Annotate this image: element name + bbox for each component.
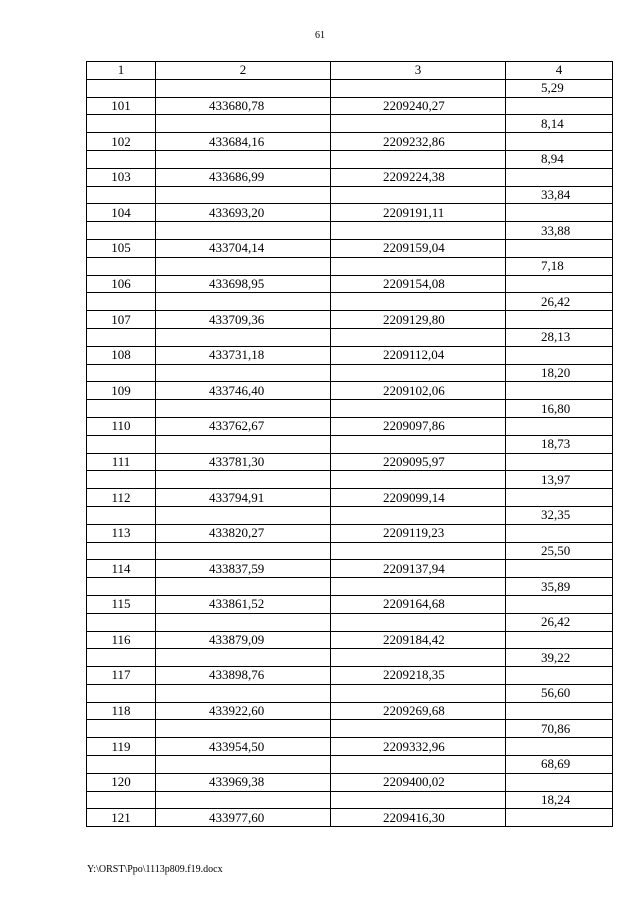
table-row bbox=[87, 311, 613, 329]
table-row bbox=[87, 97, 613, 115]
x-coordinate-cell: 433684,16 bbox=[156, 133, 331, 151]
distance-cell: 33,88 bbox=[506, 222, 613, 240]
y-coordinate-cell: 2209129,80 bbox=[331, 311, 506, 329]
distance-row bbox=[87, 471, 613, 489]
x-coordinate-cell: 433861,52 bbox=[156, 595, 331, 613]
y-coordinate-cell: 2209232,86 bbox=[331, 133, 506, 151]
file-path-footer: Y:\ORST\Ppo\1113p809.f19.docx bbox=[87, 864, 223, 875]
x-coordinate-cell: 433698,95 bbox=[156, 275, 331, 293]
distance-cell: 32,35 bbox=[506, 506, 613, 524]
point-number-cell: 117 bbox=[87, 667, 156, 685]
point-number-cell: 109 bbox=[87, 382, 156, 400]
y-coordinate-cell: 2209112,04 bbox=[331, 346, 506, 364]
table-row bbox=[87, 595, 613, 613]
distance-row bbox=[87, 756, 613, 774]
x-coordinate-cell: 433781,30 bbox=[156, 453, 331, 471]
y-coordinate-cell: 2209416,30 bbox=[331, 809, 506, 827]
y-coordinate-cell: 2209154,08 bbox=[331, 275, 506, 293]
header-col-3: 3 bbox=[331, 62, 506, 80]
y-coordinate-cell: 2209184,42 bbox=[331, 631, 506, 649]
distance-row bbox=[87, 328, 613, 346]
distance-cell: 16,80 bbox=[506, 400, 613, 418]
distance-row bbox=[87, 613, 613, 631]
x-coordinate-cell: 433879,09 bbox=[156, 631, 331, 649]
point-number-cell: 108 bbox=[87, 346, 156, 364]
distance-cell: 13,97 bbox=[506, 471, 613, 489]
point-number-cell: 116 bbox=[87, 631, 156, 649]
table-row bbox=[87, 773, 613, 791]
x-coordinate-cell: 433922,60 bbox=[156, 702, 331, 720]
distance-cell: 18,20 bbox=[506, 364, 613, 382]
distance-cell: 56,60 bbox=[506, 684, 613, 702]
x-coordinate-cell: 433794,91 bbox=[156, 489, 331, 507]
distance-cell: 68,69 bbox=[506, 756, 613, 774]
distance-row bbox=[87, 400, 613, 418]
distance-cell: 18,73 bbox=[506, 435, 613, 453]
distance-row bbox=[87, 257, 613, 275]
point-number-cell: 121 bbox=[87, 809, 156, 827]
y-coordinate-cell: 2209400,02 bbox=[331, 773, 506, 791]
x-coordinate-cell: 433977,60 bbox=[156, 809, 331, 827]
page-number: 61 bbox=[315, 30, 325, 41]
distance-row bbox=[87, 150, 613, 168]
header-col-2: 2 bbox=[156, 62, 331, 80]
point-number-cell: 104 bbox=[87, 204, 156, 222]
distance-cell: 25,50 bbox=[506, 542, 613, 560]
distance-cell: 8,94 bbox=[506, 150, 613, 168]
table-row bbox=[87, 631, 613, 649]
distance-cell: 70,86 bbox=[506, 720, 613, 738]
x-coordinate-cell: 433746,40 bbox=[156, 382, 331, 400]
header-col-1: 1 bbox=[87, 62, 156, 80]
table-row bbox=[87, 168, 613, 186]
y-coordinate-cell: 2209102,06 bbox=[331, 382, 506, 400]
distance-row bbox=[87, 720, 613, 738]
distance-row bbox=[87, 684, 613, 702]
point-number-cell: 102 bbox=[87, 133, 156, 151]
table-body bbox=[87, 79, 613, 826]
table-row bbox=[87, 346, 613, 364]
table-row bbox=[87, 738, 613, 756]
coordinates-table bbox=[86, 61, 613, 827]
table-row bbox=[87, 667, 613, 685]
table-row bbox=[87, 133, 613, 151]
table-row bbox=[87, 560, 613, 578]
x-coordinate-cell: 433709,36 bbox=[156, 311, 331, 329]
header-row bbox=[87, 62, 613, 80]
y-coordinate-cell: 2209269,68 bbox=[331, 702, 506, 720]
y-coordinate-cell: 2209224,38 bbox=[331, 168, 506, 186]
point-number-cell: 115 bbox=[87, 595, 156, 613]
table-row bbox=[87, 417, 613, 435]
distance-row bbox=[87, 578, 613, 596]
point-number-cell: 114 bbox=[87, 560, 156, 578]
distance-cell: 28,13 bbox=[506, 328, 613, 346]
distance-row bbox=[87, 542, 613, 560]
x-coordinate-cell: 433820,27 bbox=[156, 524, 331, 542]
x-coordinate-cell: 433680,78 bbox=[156, 97, 331, 115]
point-number-cell: 118 bbox=[87, 702, 156, 720]
point-number-cell: 101 bbox=[87, 97, 156, 115]
point-number-cell: 119 bbox=[87, 738, 156, 756]
point-number-cell: 105 bbox=[87, 239, 156, 257]
distance-row bbox=[87, 791, 613, 809]
point-number-cell: 106 bbox=[87, 275, 156, 293]
table-row bbox=[87, 204, 613, 222]
y-coordinate-cell: 2209218,35 bbox=[331, 667, 506, 685]
point-number-cell: 112 bbox=[87, 489, 156, 507]
point-number-cell: 113 bbox=[87, 524, 156, 542]
x-coordinate-cell: 433954,50 bbox=[156, 738, 331, 756]
y-coordinate-cell: 2209097,86 bbox=[331, 417, 506, 435]
distance-row bbox=[87, 506, 613, 524]
distance-row bbox=[87, 293, 613, 311]
distance-cell: 33,84 bbox=[506, 186, 613, 204]
x-coordinate-cell: 433837,59 bbox=[156, 560, 331, 578]
distance-cell: 8,14 bbox=[506, 115, 613, 133]
table-row bbox=[87, 809, 613, 827]
table-row bbox=[87, 453, 613, 471]
point-number-cell: 110 bbox=[87, 417, 156, 435]
distance-cell: 7,18 bbox=[506, 257, 613, 275]
distance-cell: 26,42 bbox=[506, 293, 613, 311]
y-coordinate-cell: 2209240,27 bbox=[331, 97, 506, 115]
y-coordinate-cell: 2209164,68 bbox=[331, 595, 506, 613]
point-number-cell: 111 bbox=[87, 453, 156, 471]
distance-cell: 39,22 bbox=[506, 649, 613, 667]
table-row bbox=[87, 524, 613, 542]
x-coordinate-cell: 433686,99 bbox=[156, 168, 331, 186]
y-coordinate-cell: 2209332,96 bbox=[331, 738, 506, 756]
x-coordinate-cell: 433969,38 bbox=[156, 773, 331, 791]
y-coordinate-cell: 2209095,97 bbox=[331, 453, 506, 471]
y-coordinate-cell: 2209099,14 bbox=[331, 489, 506, 507]
distance-row bbox=[87, 186, 613, 204]
x-coordinate-cell: 433731,18 bbox=[156, 346, 331, 364]
distance-row bbox=[87, 222, 613, 240]
y-coordinate-cell: 2209137,94 bbox=[331, 560, 506, 578]
x-coordinate-cell: 433704,14 bbox=[156, 239, 331, 257]
table-row bbox=[87, 702, 613, 720]
table-row bbox=[87, 382, 613, 400]
y-coordinate-cell: 2209159,04 bbox=[331, 239, 506, 257]
y-coordinate-cell: 2209191,11 bbox=[331, 204, 506, 222]
distance-row bbox=[87, 649, 613, 667]
point-number-cell: 103 bbox=[87, 168, 156, 186]
x-coordinate-cell: 433693,20 bbox=[156, 204, 331, 222]
y-coordinate-cell: 2209119,23 bbox=[331, 524, 506, 542]
distance-row bbox=[87, 435, 613, 453]
point-number-cell: 107 bbox=[87, 311, 156, 329]
distance-cell: 5,29 bbox=[506, 79, 613, 97]
distance-cell: 35,89 bbox=[506, 578, 613, 596]
table-row bbox=[87, 239, 613, 257]
distance-cell: 26,42 bbox=[506, 613, 613, 631]
table-row bbox=[87, 489, 613, 507]
x-coordinate-cell: 433898,76 bbox=[156, 667, 331, 685]
distance-row bbox=[87, 364, 613, 382]
header-col-4: 4 bbox=[506, 62, 613, 80]
table-row bbox=[87, 275, 613, 293]
distance-row bbox=[87, 115, 613, 133]
point-number-cell: 120 bbox=[87, 773, 156, 791]
distance-row bbox=[87, 79, 613, 97]
distance-cell: 18,24 bbox=[506, 791, 613, 809]
x-coordinate-cell: 433762,67 bbox=[156, 417, 331, 435]
